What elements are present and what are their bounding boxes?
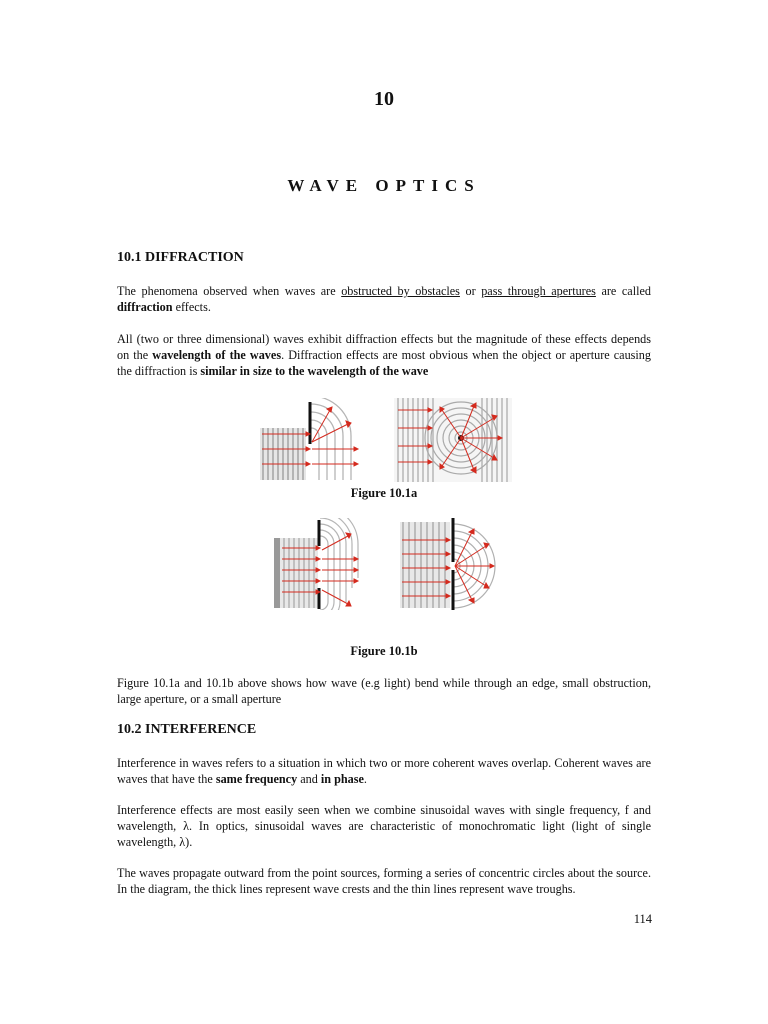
bold-term: same frequency bbox=[215, 772, 298, 786]
figure-10-1a-obstruction-diffraction bbox=[394, 398, 512, 482]
bold-term: diffraction bbox=[117, 300, 173, 314]
figure-10-1a-edge-diffraction bbox=[258, 398, 360, 482]
interference-paragraph-1 bbox=[117, 755, 651, 787]
bold-term: similar in size to the wavelength of the wave bbox=[200, 364, 429, 378]
figure-10-1a-caption: Figure 10.1a bbox=[350, 486, 418, 500]
bold-term: in phase bbox=[320, 772, 364, 786]
text-run: Interference in waves refers to a situation in which two or more coherent waves overlap. Coherent waves are waves that have the bbox=[117, 756, 651, 786]
underlined-term: obstructed by obstacles bbox=[341, 284, 460, 298]
text-run: or bbox=[459, 284, 482, 298]
diffraction-paragraph-3: Figure 10.1a and 10.1b above shows how wave (e.g light) bend while through an edge, small obstruction, large aperture, or a small aperture bbox=[117, 676, 651, 706]
section-heading-diffraction: 10.1 DIFFRACTION bbox=[117, 250, 244, 265]
diffraction-paragraph-1 bbox=[117, 283, 651, 315]
diffracted-wavefronts bbox=[320, 518, 358, 610]
interference-paragraph-2: Interference effects are most easily seen when we combine sinusoidal waves with single frequency, f and wavelength, λ. In optics, sinusoidal waves are characteristic of monochromatic light (light of single wavelength, λ). bbox=[117, 803, 651, 849]
text-run: effects. bbox=[172, 300, 211, 314]
diffraction-paragraph-2 bbox=[117, 331, 651, 379]
section-heading-interference: 10.2 INTERFERENCE bbox=[117, 722, 257, 737]
text-run: . Diffraction effects are most obvious when the object or aperture causing the diffraction is bbox=[117, 348, 651, 378]
bold-term: wavelength of the waves bbox=[152, 348, 282, 362]
plane-wavefronts bbox=[260, 428, 306, 480]
interference-paragraph-3: The waves propagate outward from the point sources, forming a series of concentric circles about the source. In the diagram, the thick lines represent wave crests and the thin lines represent wave troughs. bbox=[117, 866, 651, 896]
plane-wavefronts bbox=[400, 522, 450, 608]
text-run: The phenomena observed when waves are bbox=[117, 284, 342, 298]
text-run: are called bbox=[595, 284, 651, 298]
chapter-title: WAVE OPTICS bbox=[287, 176, 481, 195]
text-run: and bbox=[297, 772, 321, 786]
chapter-number: 10 bbox=[374, 88, 394, 110]
page-number: 114 bbox=[633, 912, 652, 926]
text-run: All (two or three dimensional) waves exhibit diffraction effects but the magnitude of these effects depends on the bbox=[117, 332, 651, 362]
figure-10-1b-small-aperture bbox=[398, 516, 502, 612]
underlined-term: pass through apertures bbox=[481, 284, 596, 298]
figure-10-1b-caption: Figure 10.1b bbox=[350, 644, 418, 658]
figure-10-1b-large-aperture bbox=[272, 518, 364, 610]
text-run: . bbox=[363, 772, 367, 786]
